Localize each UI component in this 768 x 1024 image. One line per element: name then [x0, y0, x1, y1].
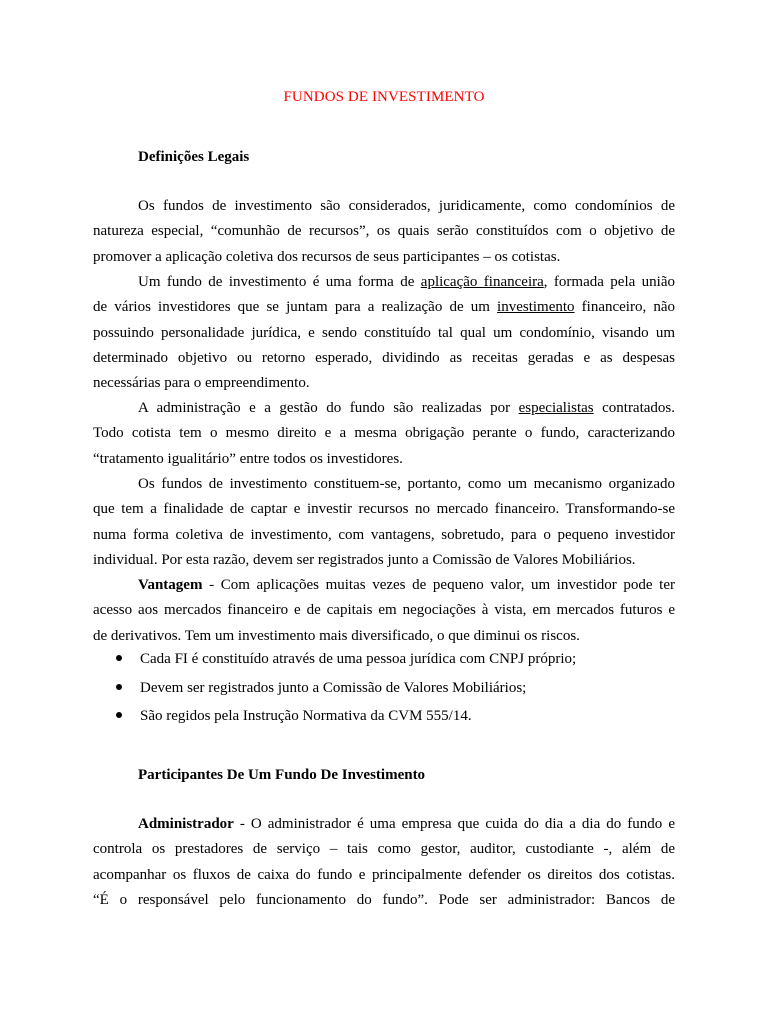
text-run: , formada pela união: [543, 274, 675, 290]
lead-term: Vantagem: [138, 577, 203, 593]
paragraph-line: numa forma coletiva de investimento, com vantagens, sobretudo, para o pequeno investidor: [93, 526, 675, 543]
paragraph-line: “tratamento igualitário” entre todos os investidores.: [93, 450, 403, 467]
paragraph-line: [93, 396, 675, 421]
text-run: A administração e a gestão do fundo são realizadas por: [138, 400, 519, 416]
paragraph-6: [93, 812, 675, 913]
paragraph-line: [93, 270, 675, 295]
paragraph-line: “É o responsável pelo funcionamento do fundo”. Pode ser administrador: Bancos de: [93, 891, 675, 908]
paragraph-line: Os fundos de investimento constituem-se, portanto, como um mecanismo organizado: [138, 476, 675, 492]
section-heading-definicoes: Definições Legais: [138, 149, 250, 165]
text-run: - O administrador é uma empresa que cuida do dia a dia do fundo e: [233, 816, 675, 832]
paragraph-3: [93, 396, 675, 472]
paragraph-2: [93, 270, 675, 396]
bullet-icon: [116, 712, 122, 718]
paragraph-line: promover a aplicação coletiva dos recursos de seus participantes – os cotistas.: [93, 248, 561, 265]
text-run: Um fundo de investimento é uma forma de: [138, 274, 421, 290]
paragraph-line: determinado objetivo ou retorno esperado, dividindo as receitas geradas e as despesas: [93, 349, 675, 366]
bullet-list: [93, 648, 675, 734]
text-run: - Com aplicações muitas vezes de pequeno valor, um investidor pode ter: [202, 577, 675, 593]
paragraph-line: [93, 573, 675, 598]
paragraph-5: [93, 573, 675, 649]
paragraph-line: natureza especial, “comunhão de recursos”, os quais serão constituídos com o objetivo de: [93, 223, 675, 240]
paragraph-line: possuindo personalidade jurídica, e sendo constituído tal qual um condomínio, visando um: [93, 324, 675, 341]
link-aplicacao-financeira[interactable]: aplicação financeira: [420, 274, 544, 290]
paragraph-line: individual. Por esta razão, devem ser registrados junto a Comissão de Valores Mobiliários.: [93, 551, 636, 568]
paragraph-line: necessárias para o empreendimento.: [93, 375, 310, 392]
link-especialistas[interactable]: especialistas: [518, 400, 594, 416]
list-item-text: São regidos pela Instrução Normativa da CVM 555/14.: [140, 708, 472, 725]
text-run: de vários investidores que se juntam para a realização de um: [93, 299, 498, 316]
link-investimento[interactable]: investimento: [497, 299, 575, 316]
lead-term: Administrador: [138, 816, 234, 832]
bullet-icon: [116, 684, 122, 690]
paragraph-line: acompanhar os fluxos de caixa do fundo e principalmente defender os direitos dos cotistas.: [93, 866, 675, 883]
list-item: [93, 705, 675, 734]
paragraph-line: controla os prestadores de serviço – tais como gestor, auditor, custodiante -, além de: [93, 841, 675, 858]
paragraph-1: [93, 194, 675, 270]
paragraph-4: [93, 472, 675, 573]
list-item-text: Cada FI é constituído através de uma pessoa jurídica com CNPJ próprio;: [140, 651, 577, 667]
list-item-text: Devem ser registrados junto a Comissão de Valores Mobiliários;: [140, 679, 527, 696]
list-item: [93, 648, 675, 677]
paragraph-line: Todo cotista tem o mesmo direito e a mesma obrigação perante o fundo, caracterizando: [93, 425, 675, 442]
paragraph-line: Os fundos de investimento são considerados, juridicamente, como condomínios de: [138, 198, 675, 214]
paragraph-line: que tem a finalidade de captar e investir recursos no mercado financeiro. Transformando-se: [93, 501, 675, 518]
bullet-icon: [116, 655, 122, 661]
text-run: financeiro, não: [574, 299, 675, 316]
text-run: contratados.: [593, 400, 676, 416]
list-item: [93, 677, 675, 706]
paragraph-line: acesso aos mercados financeiro e de capitais em negociações à vista, em mercados futuros e: [93, 602, 675, 619]
document-title: FUNDOS DE INVESTIMENTO: [283, 89, 485, 105]
section-heading-participantes: Participantes De Um Fundo De Investimento: [138, 767, 426, 783]
paragraph-line: de derivativos. Tem um investimento mais diversificado, o que diminui os riscos.: [93, 627, 580, 644]
paragraph-line: [93, 295, 675, 320]
paragraph-line: [93, 812, 675, 837]
